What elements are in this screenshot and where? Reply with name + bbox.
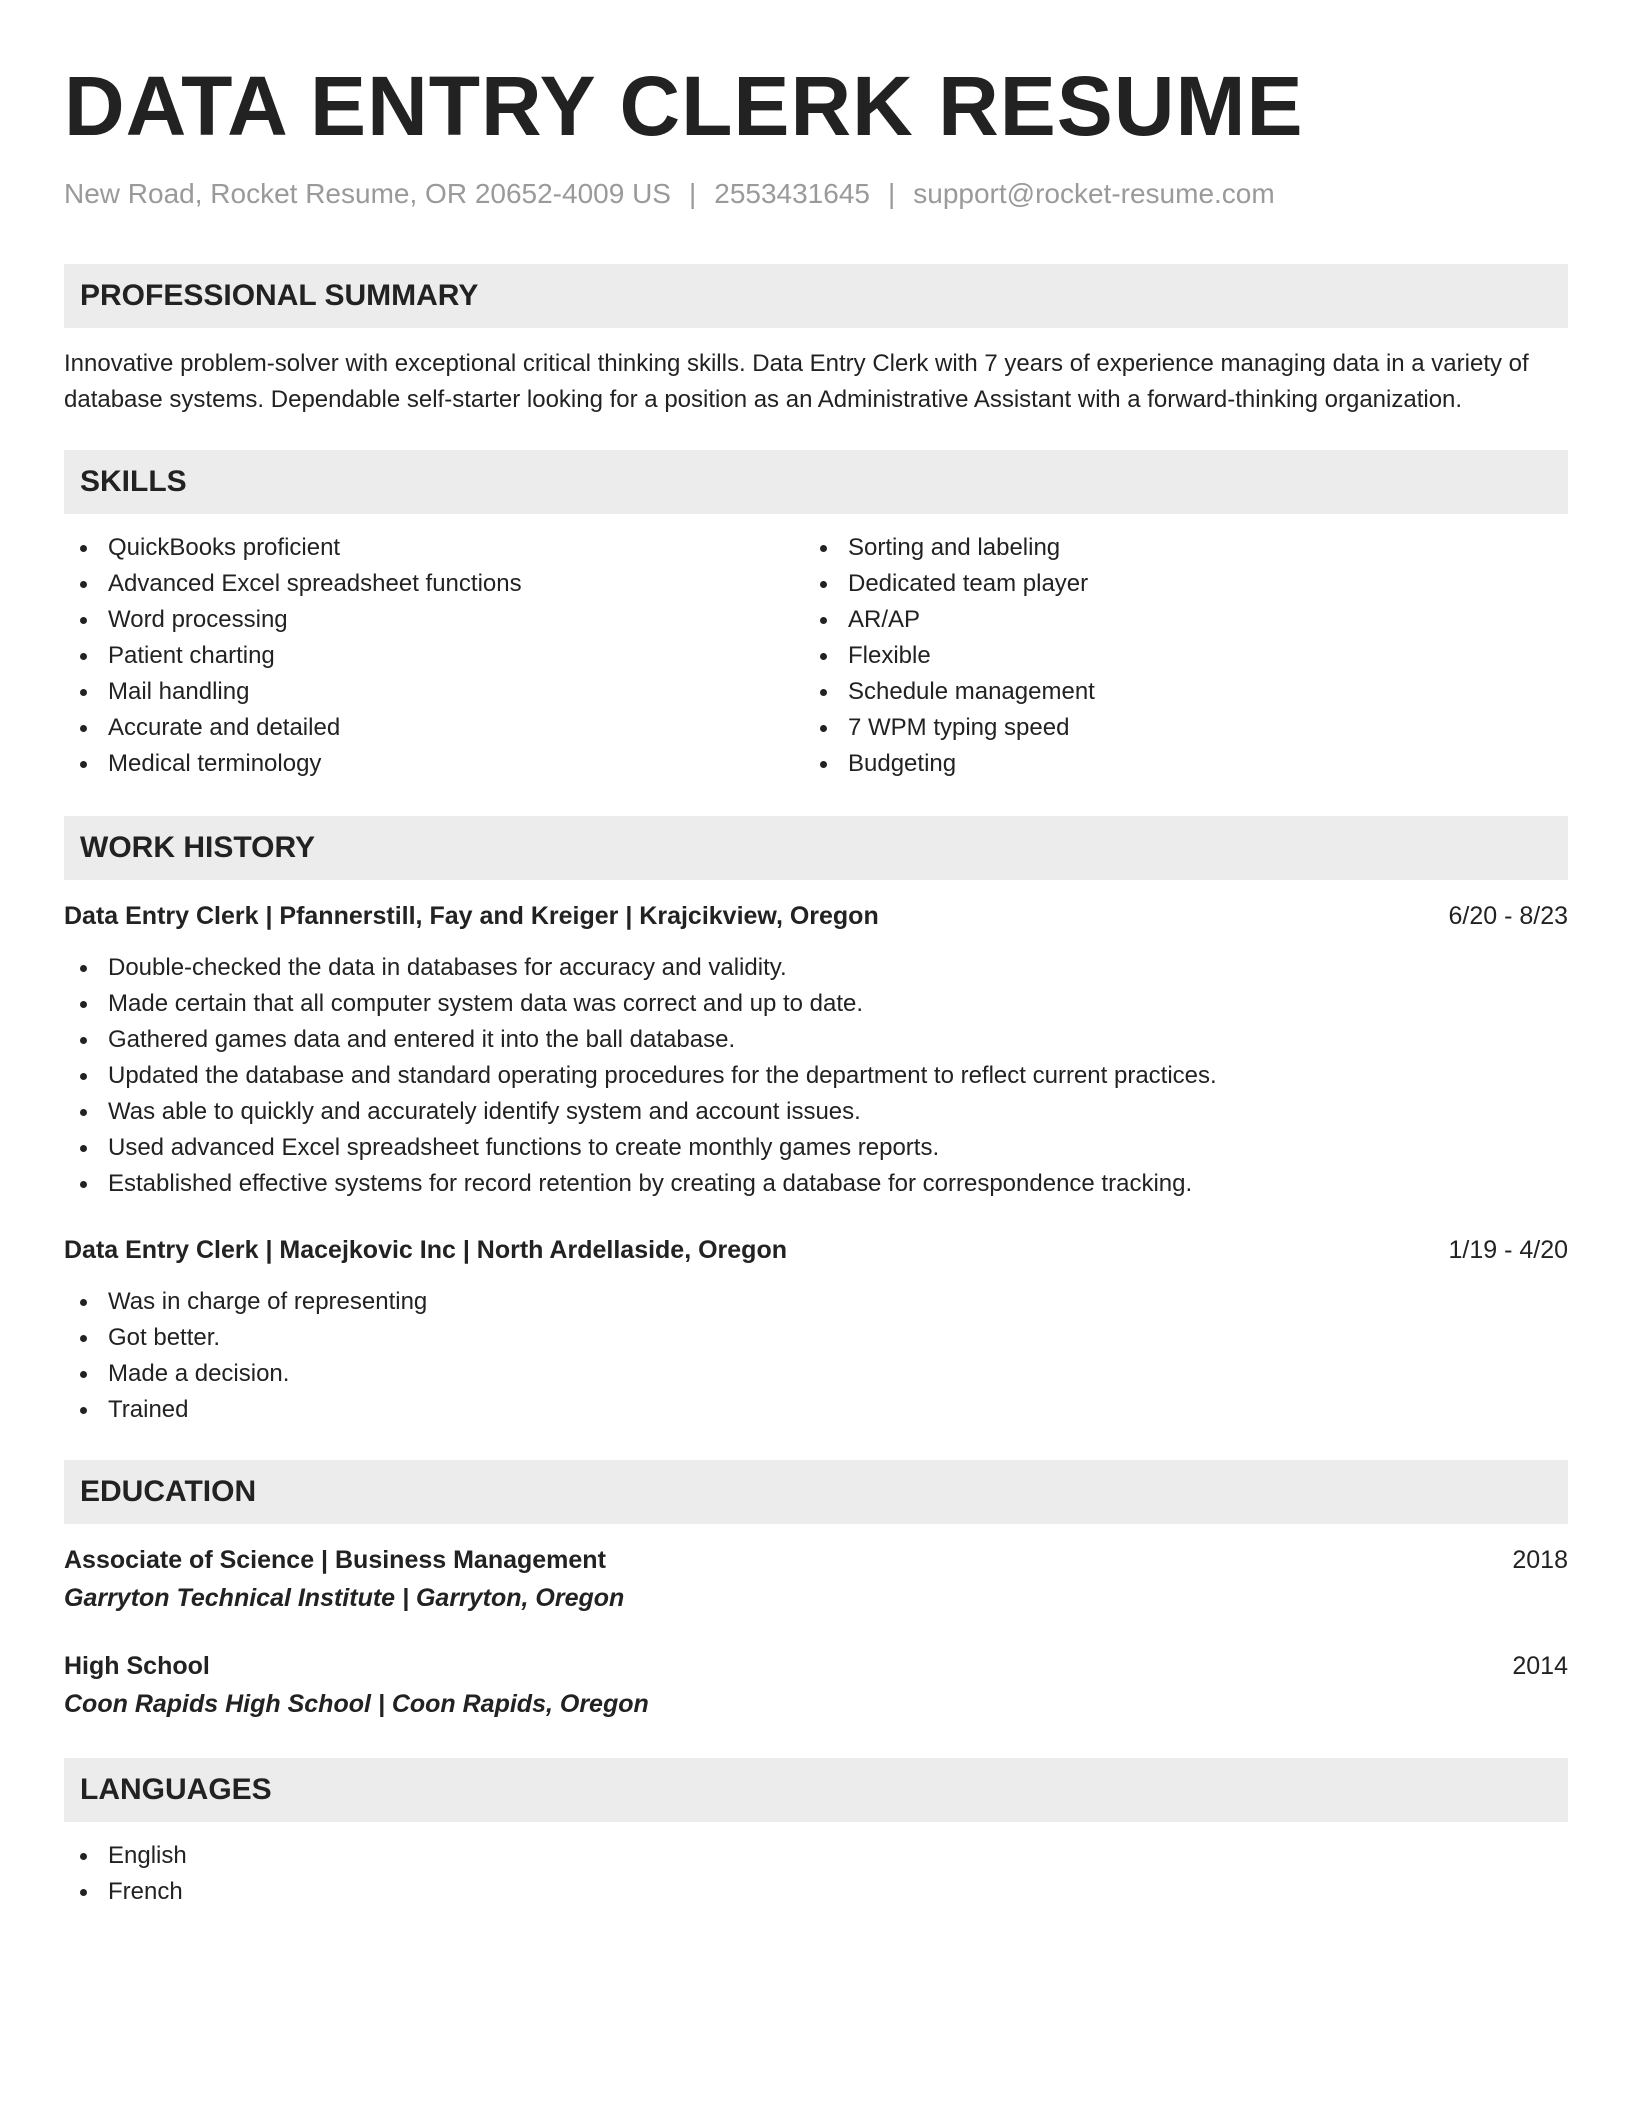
job-entry	[64, 1232, 1568, 1428]
section-heading-education: EDUCATION	[64, 1460, 1568, 1524]
job-title: Data Entry Clerk | Macejkovic Inc | North Ardellaside, Oregon	[64, 1236, 787, 1264]
skill-item: Medical terminology	[64, 746, 804, 782]
education-school: Coon Rapids High School | Coon Rapids, Oregon	[64, 1690, 649, 1718]
job-duty: Made a decision.	[64, 1356, 1568, 1392]
job-duty: Updated the database and standard operating procedures for the department to reflect current practices.	[64, 1058, 1568, 1094]
job-title: Data Entry Clerk | Pfannerstill, Fay and Kreiger | Krajcikview, Oregon	[64, 902, 879, 930]
job-duty: Made certain that all computer system data was correct and up to date.	[64, 986, 1568, 1022]
job-duty: Established effective systems for record retention by creating a database for correspondence tracking.	[64, 1166, 1568, 1202]
education-entry	[64, 1542, 1568, 1618]
contact-address: New Road, Rocket Resume, OR 20652-4009 US	[64, 178, 671, 209]
job-duties	[64, 950, 1568, 1202]
job-duty: Used advanced Excel spreadsheet functions to create monthly games reports.	[64, 1130, 1568, 1166]
job-duty: Was in charge of representing	[64, 1284, 1568, 1320]
contact-line	[64, 176, 1568, 212]
education-school: Garryton Technical Institute | Garryton, Oregon	[64, 1584, 625, 1612]
skill-item: 7 WPM typing speed	[804, 710, 1544, 746]
education-year: 2018	[1512, 1546, 1568, 1574]
education-header	[64, 1542, 1568, 1578]
job-entry	[64, 898, 1568, 1202]
education-degree: High School	[64, 1652, 210, 1680]
summary-text: Innovative problem-solver with exceptional critical thinking skills. Data Entry Clerk with 7 years of experience managing data in a variety of database systems. Dependable self-starter looking for a position as an Administrative Assistant with a forward-thinking organization.	[64, 350, 1529, 413]
job-header	[64, 1232, 1568, 1268]
education-degree: Associate of Science | Business Management	[64, 1546, 606, 1574]
language-item: English	[64, 1838, 1568, 1874]
job-duty: Was able to quickly and accurately identify system and account issues.	[64, 1094, 1568, 1130]
language-item: French	[64, 1874, 1568, 1910]
skill-item: Sorting and labeling	[804, 530, 1544, 566]
skill-item: Accurate and detailed	[64, 710, 804, 746]
resume-title: DATA ENTRY CLERK RESUME	[64, 59, 1304, 153]
skill-item: Flexible	[804, 638, 1544, 674]
section-heading-summary: PROFESSIONAL SUMMARY	[64, 264, 1568, 328]
education-entry	[64, 1648, 1568, 1724]
job-duty: Got better.	[64, 1320, 1568, 1356]
skills-column-right	[804, 530, 1544, 782]
contact-email: support@rocket-resume.com	[913, 178, 1275, 209]
contact-phone: 2553431645	[714, 178, 870, 209]
job-dates: 1/19 - 4/20	[1448, 1236, 1568, 1264]
job-duties	[64, 1284, 1568, 1428]
skill-item: Dedicated team player	[804, 566, 1544, 602]
skill-item: Mail handling	[64, 674, 804, 710]
skill-item: QuickBooks proficient	[64, 530, 804, 566]
skill-item: Budgeting	[804, 746, 1544, 782]
section-heading-skills: SKILLS	[64, 450, 1568, 514]
skill-item: Patient charting	[64, 638, 804, 674]
skill-item: Word processing	[64, 602, 804, 638]
section-heading-languages: LANGUAGES	[64, 1758, 1568, 1822]
contact-separator: |	[887, 178, 896, 209]
skill-item: AR/AP	[804, 602, 1544, 638]
section-heading-work-history: WORK HISTORY	[64, 816, 1568, 880]
skill-item: Advanced Excel spreadsheet functions	[64, 566, 804, 602]
contact-separator: |	[688, 178, 697, 209]
skills-list	[64, 530, 1568, 782]
job-dates: 6/20 - 8/23	[1448, 902, 1568, 930]
skills-column-left	[64, 530, 804, 782]
education-year: 2014	[1512, 1652, 1568, 1680]
skill-item: Schedule management	[804, 674, 1544, 710]
job-duty: Trained	[64, 1392, 1568, 1428]
job-duty: Double-checked the data in databases for accuracy and validity.	[64, 950, 1568, 986]
languages-list	[64, 1838, 1568, 1910]
education-header	[64, 1648, 1568, 1684]
job-duty: Gathered games data and entered it into the ball database.	[64, 1022, 1568, 1058]
job-header	[64, 898, 1568, 934]
